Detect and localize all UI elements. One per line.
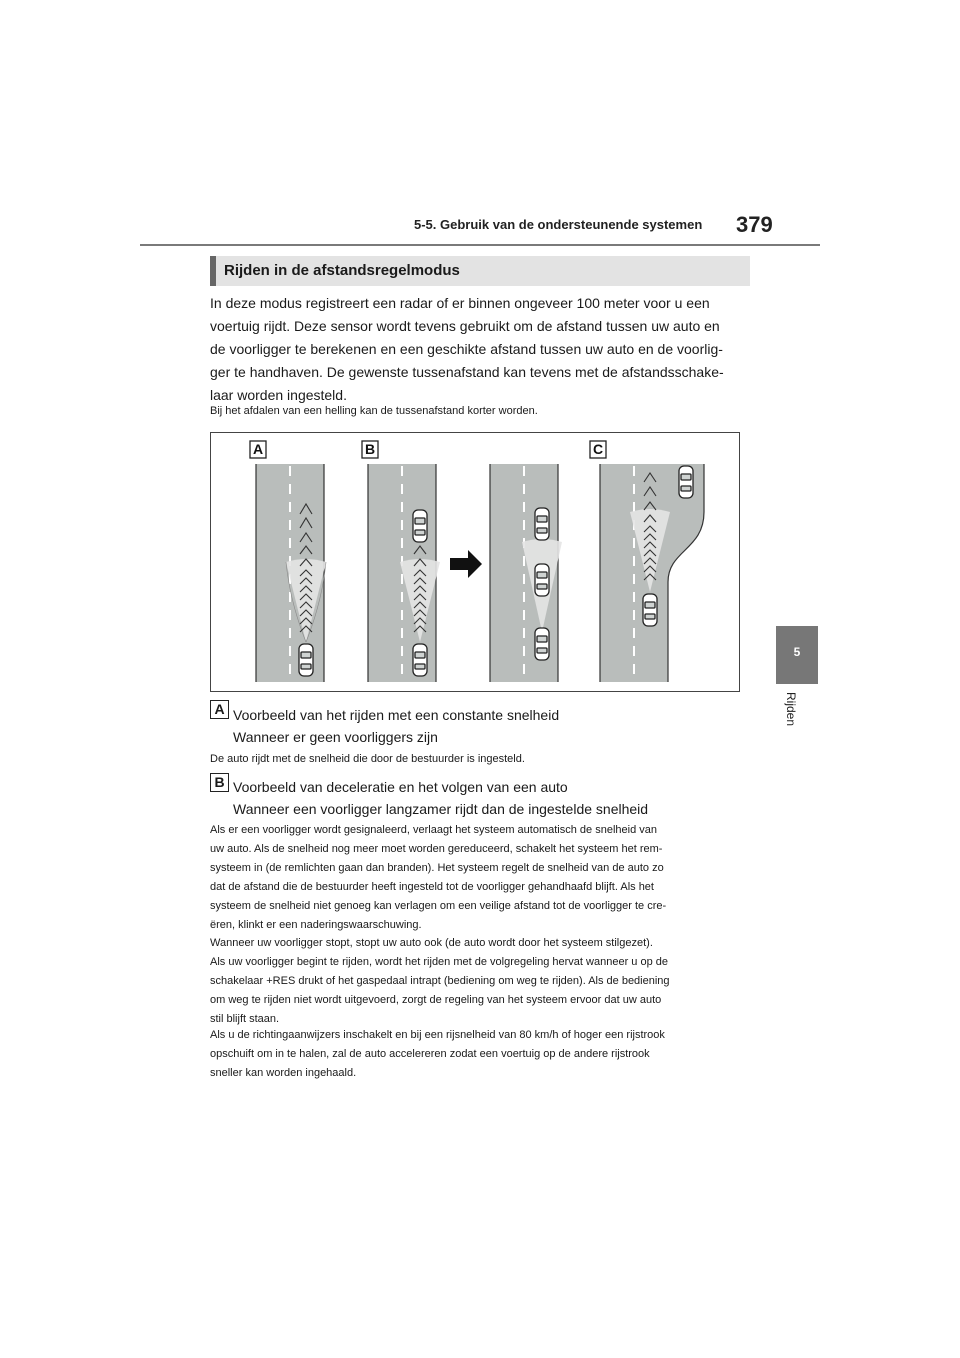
paragraph-line: Wanneer uw voorligger stopt, stopt uw auto ook (de auto wordt door het systeem stilgezet). bbox=[210, 937, 653, 949]
own-car-icon-c bbox=[643, 594, 657, 626]
other-lane-car-icon-c bbox=[679, 466, 693, 498]
paragraph-line: systeem de snelheid niet genoeg kan verlagen om een veilige afstand tot de voorligger te cre- bbox=[210, 900, 667, 912]
section-heading: Rijden in de afstandsregelmodus bbox=[224, 262, 460, 279]
item-b-paragraph-3 bbox=[210, 1026, 750, 1083]
following-car-icon-b-result bbox=[535, 628, 549, 660]
own-car-icon-a bbox=[299, 644, 313, 676]
paragraph-line: schakelaar +RES drukt of het gaspedaal intrapt (bediening om weg te rijden). Als de bediening bbox=[210, 975, 670, 987]
chapter-label-text: Rijden bbox=[784, 692, 798, 727]
intro-paragraph bbox=[210, 292, 750, 407]
paragraph-line: Als uw voorligger begint te rijden, wordt het rijden met de volgregeling hervat wanneer u op de bbox=[210, 956, 668, 968]
item-b-subtitle: Wanneer een voorligger langzamer rijdt dan de ingestelde snelheid bbox=[233, 801, 649, 817]
chapter-number: 5 bbox=[793, 645, 801, 659]
intro-line: In deze modus registreert een radar of er binnen ongeveer 100 meter voor u een bbox=[210, 295, 710, 311]
section-title: 5-5. Gebruik van de ondersteunende systemen bbox=[414, 217, 703, 232]
diagram-label-b bbox=[362, 441, 378, 458]
item-a-subtitle: Wanneer er geen voorliggers zijn bbox=[233, 729, 438, 745]
intro-line: de voorligger te berekenen en een geschikte afstand tussen uw auto en de voorlig- bbox=[210, 341, 723, 357]
diagram-label-c bbox=[590, 441, 606, 458]
svg-text:A: A bbox=[252, 441, 264, 457]
intro-line: ger te handhaven. De gewenste tussenafstand kan tevens met de afstandsschake- bbox=[210, 364, 724, 380]
intro-line: laar worden ingesteld. bbox=[210, 387, 347, 403]
lead-car-icon-b-result bbox=[535, 508, 549, 540]
own-car-icon-b bbox=[413, 644, 427, 676]
page-number: 379 bbox=[736, 212, 773, 237]
diagram-label-a bbox=[250, 441, 266, 458]
intro-note: Bij het afdalen van een helling kan de tussenafstand korter worden. bbox=[210, 405, 538, 417]
item-a-title: Voorbeeld van het rijden met een constante snelheid bbox=[233, 707, 560, 723]
paragraph-line: Als er een voorligger wordt gesignaleerd, verlaagt het systeem automatisch de snelheid van bbox=[210, 824, 657, 836]
item-b-title: Voorbeeld van deceleratie en het volgen van een auto bbox=[233, 779, 568, 795]
item-b-label: B bbox=[210, 773, 229, 792]
paragraph-line: Als u de richtingaanwijzers inschakelt en bij een rijsnelheid van 80 km/h of hoger een rijstrook bbox=[210, 1029, 665, 1041]
item-b-paragraph-1 bbox=[210, 821, 750, 935]
svg-text:B: B bbox=[364, 441, 376, 457]
header-divider bbox=[140, 244, 820, 246]
lead-car-icon-b bbox=[413, 510, 427, 542]
distance-control-diagram bbox=[210, 432, 740, 692]
paragraph-line: systeem in (de remlichten gaan dan branden). Het systeem regelt de snelheid van de auto zo bbox=[210, 862, 664, 874]
item-a-label: A bbox=[210, 700, 229, 719]
paragraph-line: ëren, klinkt er een naderingswaarschuwing. bbox=[210, 919, 422, 931]
chapter-label bbox=[780, 692, 804, 740]
paragraph-line: sneller kan worden ingehaald. bbox=[210, 1067, 357, 1079]
item-b-paragraph-2 bbox=[210, 934, 750, 1029]
item-a-note: De auto rijdt met de snelheid die door de bestuurder is ingesteld. bbox=[210, 753, 525, 765]
svg-text:C: C bbox=[592, 441, 604, 457]
intro-line: voertuig rijdt. Deze sensor wordt tevens gebruikt om de afstand tussen uw auto en bbox=[210, 318, 720, 334]
own-car-icon-b-result bbox=[535, 564, 549, 596]
paragraph-line: dat de afstand die de bestuurder heeft ingesteld tot de voorligger gehandhaafd blijft. Als het bbox=[210, 881, 654, 893]
paragraph-line: om weg te rijden niet wordt uitgevoerd, zorgt de regeling van het systeem ervoor dat uw auto bbox=[210, 994, 662, 1006]
paragraph-line: opschuift om in te halen, zal de auto accelereren zodat een voertuig op de andere rijstrook bbox=[210, 1048, 650, 1060]
paragraph-line: uw auto. Als de snelheid nog meer moet worden gereduceerd, schakelt het systeem het rem- bbox=[210, 843, 663, 855]
paragraph-line: stil blijft staan. bbox=[210, 1013, 280, 1025]
